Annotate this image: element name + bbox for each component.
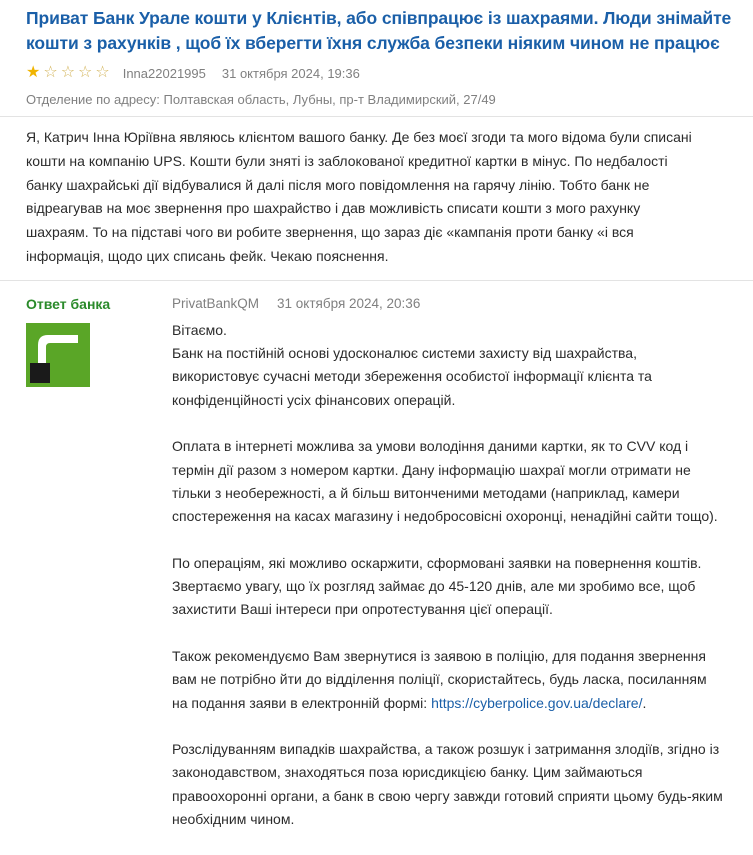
star-filled-icon: ★ <box>26 64 41 81</box>
answer-paragraph-text: Також рекомендуємо Вам звернутися із заявою в поліцію, для подання звернення вам не потрібно йти до відділення поліції, скористайтесь, будь ласка, посиланням на подання заяви в електронній формі: <box>172 647 707 711</box>
answer-content <box>172 295 733 855</box>
answer-paragraph: По операціям, які можливо оскаржити, сформовані заявки на повернення коштів. Звертаємо увагу, що їх розгляд займає до 45-120 днів, але ми зробимо все, щоб захистити Ваші інтереси при опротестування цієї операції. <box>172 554 702 618</box>
answer-author: PrivatBankQM <box>172 295 260 311</box>
answer-paragraph-end: . <box>642 694 647 711</box>
review-author[interactable]: Inna22021995 <box>122 65 206 81</box>
branch-address: Отделение по адресу: Полтавская область, Лубны, пр-т Владимирский, 27/49 <box>26 92 496 107</box>
star-empty-icon: ☆ <box>78 64 93 81</box>
answer-paragraph: Вітаємо. Банк на постійній основі удосконалює системи захисту від шахрайства, використовує сучасні методи збереження особистої інформації клієнта та конфіденційності усіх фінансових операцій. <box>172 321 652 408</box>
answer-paragraph: Оплата в інтернеті можлива за умови володіння даними картки, як то CVV код і термін дії разом з номером картки. Дану інформацію шахраї могли отримати не тільки з необережності, а й більш витонченими методами (наприклад, камери спостереження на касах магазину і недобросовісні охоронці, ненадійні сайти тощо). <box>172 438 718 525</box>
answer-label: Ответ банка <box>26 295 111 312</box>
bank-answer <box>26 295 733 855</box>
answer-body <box>172 319 733 832</box>
rating-stars <box>26 65 113 81</box>
review-meta <box>26 64 733 82</box>
answer-sidebar <box>26 295 172 855</box>
answer-date: 31 октября 2024, 20:36 <box>277 295 421 311</box>
review-date: 31 октября 2024, 19:36 <box>221 65 360 81</box>
divider <box>0 280 753 281</box>
divider <box>0 116 753 117</box>
privatbank-logo-icon <box>26 323 90 387</box>
star-empty-icon: ☆ <box>60 64 76 81</box>
answer-paragraph <box>172 645 723 715</box>
cyberpolice-link[interactable]: https://cyberpolice.gov.ua/declare/ <box>431 694 643 711</box>
review-title[interactable]: Приват Банк Урале кошти у Клієнтів, або співпрацює із шахраями. Люди знімайте кошти з рахунків , щоб їх вберегти їхня служба безпеки ніяким чином не працює <box>26 8 732 53</box>
review-text: Я, Катрич Інна Юріївна являюсь клієнтом вашого банку. Де без моєї згоди та мого відома були списані кошти на компанію UPS. Кошти були зняті із заблокованої кредитної картки в мінус. По недбалості банку шахрайські дії відбувалися й далі після мого повідомлення на гарячу лінію. Тобто банк не відреагував на моє звернення про шахрайство і дав можливість списати кошти з мого рахунку шахраям. То на підставі чого ви робите звернення, що зараз діє «кампанія проти банку «і вся інформація, щодо цих списань фейк. Чекаю пояснення. <box>26 129 692 264</box>
star-empty-icon: ☆ <box>43 64 58 81</box>
star-empty-icon: ☆ <box>95 64 110 81</box>
answer-paragraph: Розслідуванням випадків шахрайства, а також розшук і затримання злодіїв, згідно із законодавством, знаходяться поза юрисдикцією банку. Цим займаються правоохоронні органи, а банк в свою чергу завжди готовий сприяти цьому будь-яким необхідним чином. <box>172 741 723 828</box>
answer-meta <box>172 295 733 313</box>
